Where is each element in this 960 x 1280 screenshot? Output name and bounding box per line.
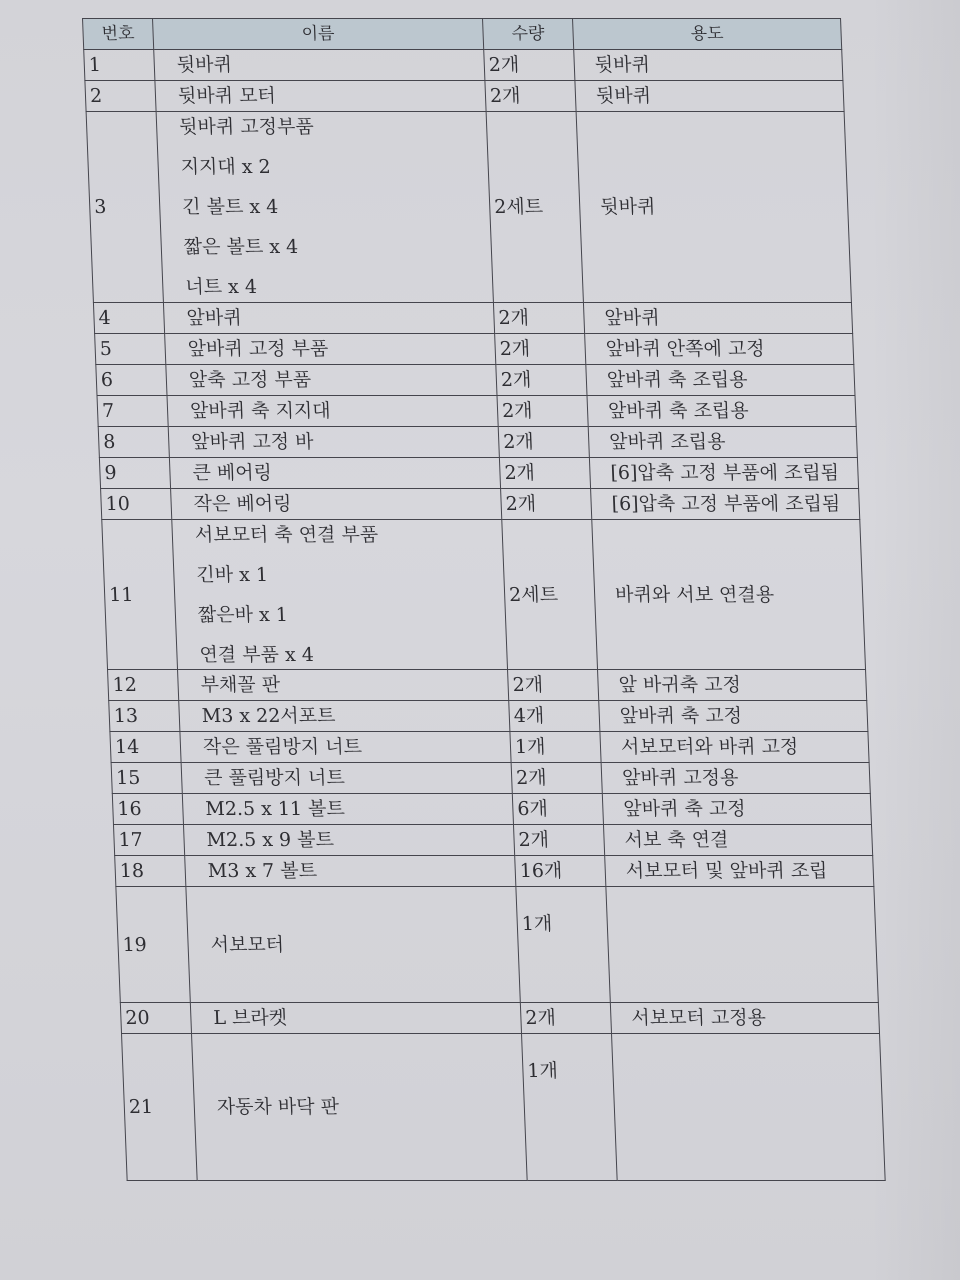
row-name: 서보모터: [186, 887, 520, 1003]
row-qty: 4개: [509, 701, 600, 732]
name-line: 지지대 x 2: [180, 156, 272, 178]
row-name: 앞바퀴 축 지지대: [167, 396, 498, 427]
row-use: 앞바퀴 축 조립용: [586, 365, 855, 396]
row-qty: 2개: [496, 365, 587, 396]
row-qty: 2개: [501, 489, 592, 520]
table-row: [112, 794, 871, 825]
name-line: 연결 부품 x 4: [199, 643, 315, 666]
row-use: 앞바퀴: [583, 303, 852, 334]
row-name: 앞축 고정 부품: [166, 365, 497, 396]
row-qty: 2개: [484, 50, 575, 81]
row-name: 부채꼴 판: [178, 670, 509, 701]
row-use: 뒷바퀴: [574, 50, 843, 81]
row-qty: 2개: [508, 670, 599, 701]
name-line: 긴 볼트 x 4: [181, 196, 279, 218]
row-no: 11: [102, 520, 178, 670]
row-name: 뒷바퀴: [154, 50, 485, 81]
row-qty: 16개: [515, 856, 606, 887]
row-name: L 브라켓: [190, 1003, 521, 1034]
row-use: 앞바퀴 고정용: [601, 763, 870, 794]
row-use: 앞바퀴 조립용: [588, 427, 857, 458]
row-use: [606, 887, 878, 1003]
row-no: 19: [116, 887, 190, 1003]
row-qty: 6개: [512, 794, 603, 825]
table-row: [116, 887, 878, 1003]
row-qty: 2세트: [486, 112, 583, 303]
row-name: 뒷바퀴 모터: [155, 81, 486, 112]
row-qty: 2개: [497, 396, 588, 427]
row-no: 10: [101, 489, 172, 520]
row-use: 서보모터 고정용: [610, 1003, 879, 1034]
name-line: 짧은바 x 1: [197, 603, 289, 626]
row-use: 바퀴와 서보 연결용: [592, 520, 866, 670]
row-qty: 2세트: [502, 520, 598, 670]
parts-table: [82, 18, 886, 1181]
row-qty: 2개: [511, 763, 602, 794]
row-use: 뒷바퀴: [575, 81, 844, 112]
row-name: 작은 풀림방지 너트: [180, 732, 511, 763]
row-qty: 2개: [485, 81, 576, 112]
row-no: 21: [122, 1034, 198, 1181]
table-row: [98, 427, 857, 458]
row-no: 9: [99, 458, 170, 489]
row-use: 앞바퀴 축 조립용: [587, 396, 856, 427]
row-name: M2.5 x 11 볼트: [182, 794, 513, 825]
row-name: [156, 112, 493, 303]
row-use: 서보 축 연결: [603, 825, 872, 856]
name-line: 짧은 볼트 x 4: [183, 236, 299, 258]
row-use: 서보모터와 바퀴 고정: [600, 732, 869, 763]
row-qty: 1개: [522, 1034, 618, 1181]
row-no: 3: [86, 112, 163, 303]
row-name: 앞바퀴 고정 바: [168, 427, 499, 458]
row-use: [612, 1034, 886, 1181]
row-qty: 2개: [513, 825, 604, 856]
row-no: 15: [111, 763, 182, 794]
row-use: 서보모터 및 앞바퀴 조립: [605, 856, 874, 887]
row-qty: 2개: [495, 334, 586, 365]
row-use: 앞바퀴 축 고정: [602, 794, 871, 825]
table-row: [115, 856, 874, 887]
row-no: 7: [97, 396, 168, 427]
row-no: 4: [93, 303, 164, 334]
table-row: [108, 670, 867, 701]
row-use: 앞바퀴 안쪽에 고정: [585, 334, 854, 365]
table-row: [86, 112, 851, 303]
row-use: 앞 바귀축 고정: [598, 670, 867, 701]
row-name: 앞바퀴: [163, 303, 494, 334]
row-no: 17: [113, 825, 184, 856]
row-name: 작은 베어링: [171, 489, 502, 520]
table-row: [101, 489, 860, 520]
row-no: 14: [110, 732, 181, 763]
table-row: [111, 763, 870, 794]
table-row: [96, 365, 855, 396]
table-row: [99, 458, 858, 489]
name-line: 긴바 x 1: [195, 563, 269, 586]
row-name: 앞바퀴 고정 부품: [165, 334, 496, 365]
name-line: 뒷바퀴 고정부품: [178, 116, 315, 138]
row-no: 16: [112, 794, 183, 825]
table-row: [122, 1034, 886, 1181]
row-no: 6: [96, 365, 167, 396]
row-name: [172, 520, 508, 670]
row-no: 2: [85, 81, 156, 112]
row-qty: 2개: [498, 427, 589, 458]
row-no: 5: [95, 334, 166, 365]
row-name: M3 x 22서포트: [179, 701, 510, 732]
row-name: 자동차 바닥 판: [192, 1034, 528, 1181]
row-no: 1: [84, 50, 155, 81]
row-name: 큰 풀림방지 너트: [181, 763, 512, 794]
header-name: 이름: [153, 19, 484, 50]
row-qty: 2개: [493, 303, 584, 334]
table-row: [110, 732, 869, 763]
table-row: [85, 81, 844, 112]
row-no: 20: [120, 1003, 191, 1034]
row-qty: 2개: [520, 1003, 611, 1034]
table-row: [102, 520, 866, 670]
row-qty: 2개: [499, 458, 590, 489]
row-use: [6]압축 고정 부품에 조립됨: [591, 489, 860, 520]
row-no: 18: [115, 856, 186, 887]
header-qty: 수량: [483, 19, 574, 50]
table-row: [93, 303, 852, 334]
header-use: 용도: [573, 19, 842, 50]
row-no: 12: [108, 670, 179, 701]
parts-table-container: [82, 18, 926, 1168]
name-line: 너트 x 4: [184, 276, 258, 298]
row-qty: 1개: [510, 732, 601, 763]
row-name: M2.5 x 9 볼트: [183, 825, 514, 856]
row-use: 뒷바퀴: [576, 112, 851, 303]
row-use: [6]압축 고정 부품에 조립됨: [589, 458, 858, 489]
row-name: M3 x 7 볼트: [185, 856, 516, 887]
row-no: 13: [109, 701, 180, 732]
row-use: 앞바퀴 축 고정: [599, 701, 868, 732]
row-name: 큰 베어링: [169, 458, 500, 489]
table-row: [95, 334, 854, 365]
name-line: 서보모터 축 연결 부품: [194, 523, 379, 546]
header-row: [83, 19, 842, 50]
row-qty: 1개: [516, 887, 610, 1003]
table-row: [97, 396, 856, 427]
header-no: 번호: [83, 19, 154, 50]
table-row: [113, 825, 872, 856]
table-row: [84, 50, 843, 81]
table-row: [120, 1003, 879, 1034]
row-no: 8: [98, 427, 169, 458]
table-row: [109, 701, 868, 732]
